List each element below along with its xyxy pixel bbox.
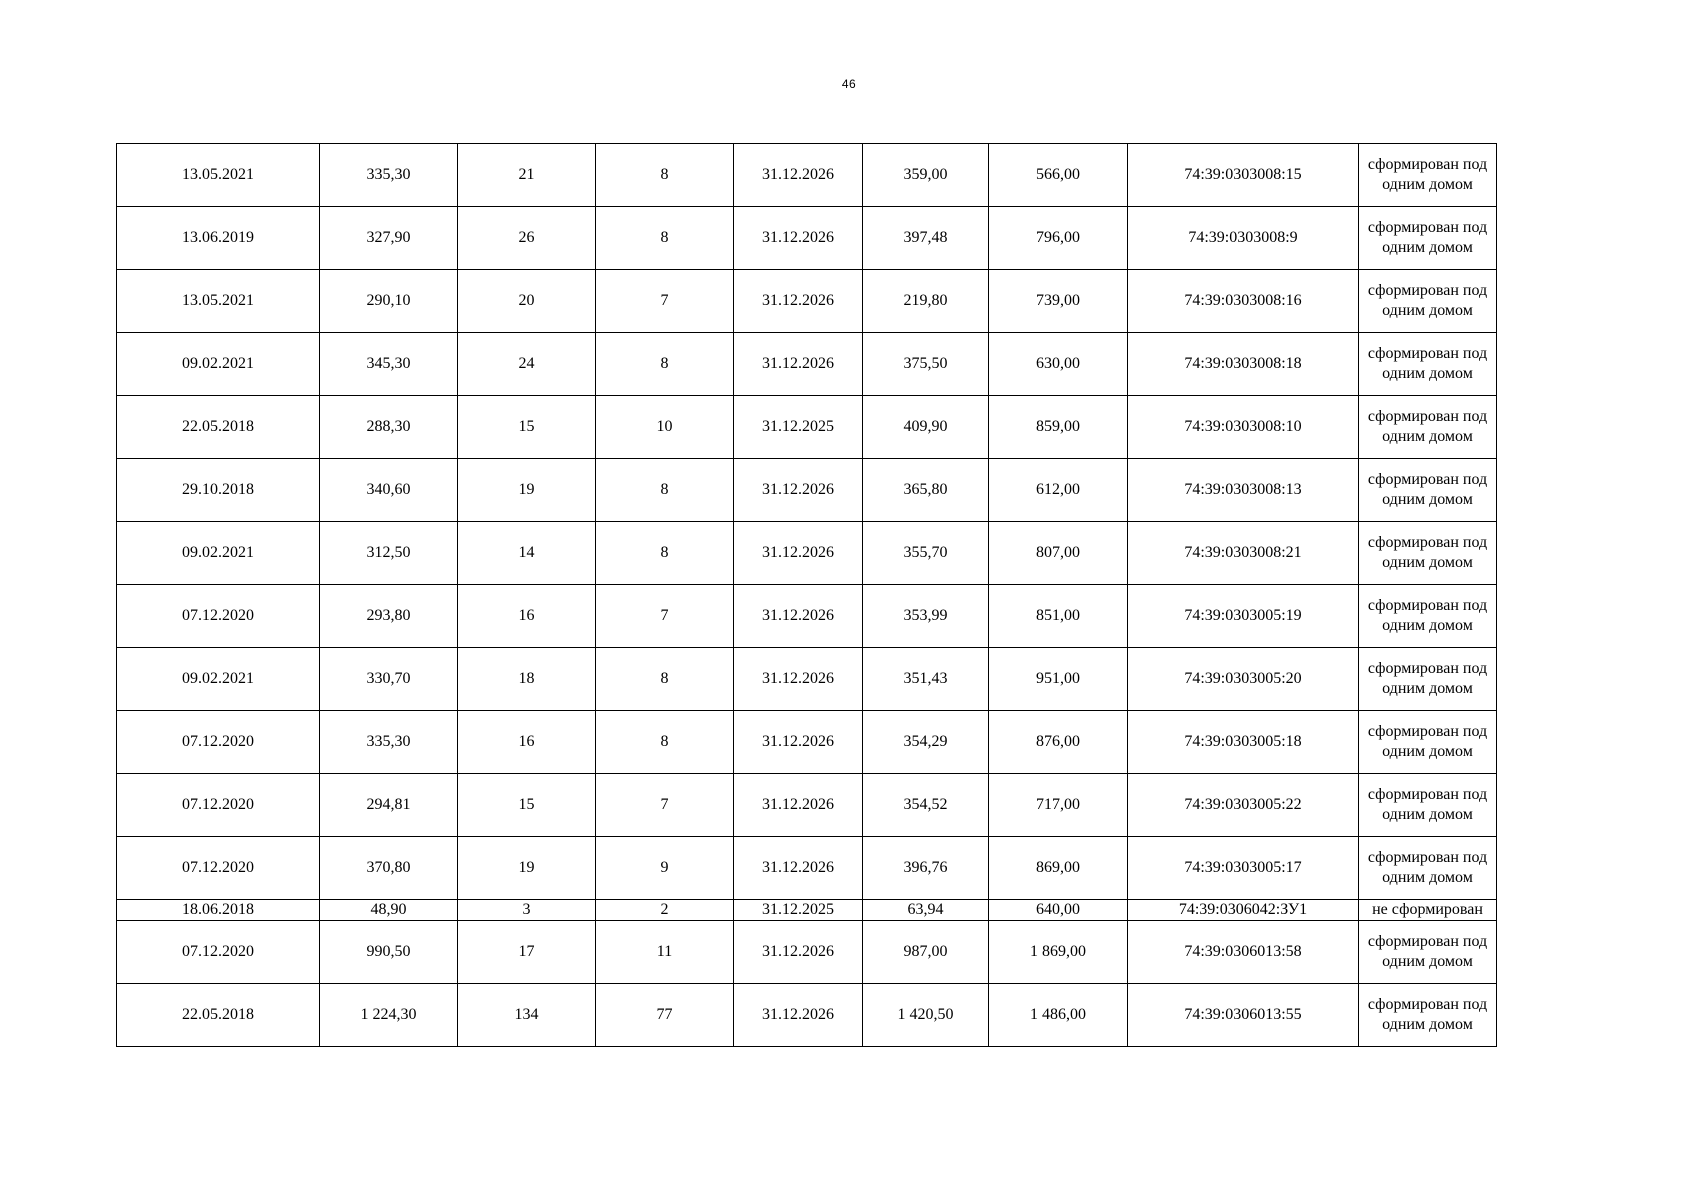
land-status-cell: сформирован под одним домом (1359, 774, 1497, 837)
apartments-cell: 77 (596, 984, 734, 1047)
land-area-cell: 630,00 (989, 333, 1128, 396)
area-cell: 370,80 (320, 837, 458, 900)
apartments-cell: 7 (596, 774, 734, 837)
cadastral-number-cell: 74:39:0303008:15 (1128, 144, 1359, 207)
cadastral-number-cell: 74:39:0303008:16 (1128, 270, 1359, 333)
deadline-cell: 31.12.2026 (734, 648, 863, 711)
table-row (117, 711, 1497, 774)
date-cell: 09.02.2021 (117, 333, 320, 396)
area2-cell: 987,00 (863, 921, 989, 984)
table-row (117, 900, 1497, 921)
residents-cell: 15 (458, 774, 596, 837)
land-status-cell: сформирован под одним домом (1359, 648, 1497, 711)
residents-cell: 15 (458, 396, 596, 459)
table-row (117, 333, 1497, 396)
area2-cell: 353,99 (863, 585, 989, 648)
table-row (117, 459, 1497, 522)
date-cell: 09.02.2021 (117, 648, 320, 711)
deadline-cell: 31.12.2026 (734, 270, 863, 333)
cadastral-number-cell: 74:39:0303008:18 (1128, 333, 1359, 396)
area2-cell: 355,70 (863, 522, 989, 585)
deadline-cell: 31.12.2026 (734, 522, 863, 585)
land-area-cell: 1 869,00 (989, 921, 1128, 984)
land-area-cell: 796,00 (989, 207, 1128, 270)
apartments-cell: 8 (596, 207, 734, 270)
date-cell: 22.05.2018 (117, 984, 320, 1047)
land-area-cell: 717,00 (989, 774, 1128, 837)
area-cell: 1 224,30 (320, 984, 458, 1047)
cadastral-number-cell: 74:39:0303005:18 (1128, 711, 1359, 774)
table-row (117, 207, 1497, 270)
land-status-cell: сформирован под одним домом (1359, 522, 1497, 585)
land-area-cell: 807,00 (989, 522, 1128, 585)
cadastral-number-cell: 74:39:0306013:55 (1128, 984, 1359, 1047)
apartments-cell: 8 (596, 648, 734, 711)
apartments-cell: 7 (596, 585, 734, 648)
apartments-cell: 7 (596, 270, 734, 333)
table-row (117, 585, 1497, 648)
area-cell: 340,60 (320, 459, 458, 522)
apartments-cell: 10 (596, 396, 734, 459)
deadline-cell: 31.12.2026 (734, 711, 863, 774)
page-number: 46 (841, 77, 857, 91)
area-cell: 48,90 (320, 900, 458, 921)
date-cell: 13.06.2019 (117, 207, 320, 270)
area2-cell: 219,80 (863, 270, 989, 333)
apartments-cell: 8 (596, 522, 734, 585)
date-cell: 18.06.2018 (117, 900, 320, 921)
area-cell: 990,50 (320, 921, 458, 984)
cadastral-number-cell: 74:39:0303005:17 (1128, 837, 1359, 900)
deadline-cell: 31.12.2026 (734, 984, 863, 1047)
table-row (117, 270, 1497, 333)
land-status-cell: сформирован под одним домом (1359, 711, 1497, 774)
area2-cell: 354,29 (863, 711, 989, 774)
deadline-cell: 31.12.2026 (734, 144, 863, 207)
land-area-cell: 876,00 (989, 711, 1128, 774)
deadline-cell: 31.12.2026 (734, 837, 863, 900)
residents-cell: 16 (458, 711, 596, 774)
land-area-cell: 951,00 (989, 648, 1128, 711)
apartments-cell: 2 (596, 900, 734, 921)
land-status-cell: сформирован под одним домом (1359, 459, 1497, 522)
deadline-cell: 31.12.2026 (734, 333, 863, 396)
area-cell: 330,70 (320, 648, 458, 711)
date-cell: 07.12.2020 (117, 585, 320, 648)
land-status-cell: сформирован под одним домом (1359, 207, 1497, 270)
land-area-cell: 859,00 (989, 396, 1128, 459)
apartments-cell: 11 (596, 921, 734, 984)
land-status-cell: не сформирован (1359, 900, 1497, 921)
residents-cell: 18 (458, 648, 596, 711)
area2-cell: 365,80 (863, 459, 989, 522)
date-cell: 07.12.2020 (117, 711, 320, 774)
cadastral-number-cell: 74:39:0303005:20 (1128, 648, 1359, 711)
date-cell: 07.12.2020 (117, 837, 320, 900)
area-cell: 327,90 (320, 207, 458, 270)
land-area-cell: 851,00 (989, 585, 1128, 648)
housing-table (116, 143, 1497, 1047)
area2-cell: 409,90 (863, 396, 989, 459)
area2-cell: 359,00 (863, 144, 989, 207)
residents-cell: 21 (458, 144, 596, 207)
land-area-cell: 869,00 (989, 837, 1128, 900)
land-status-cell: сформирован под одним домом (1359, 921, 1497, 984)
deadline-cell: 31.12.2025 (734, 900, 863, 921)
apartments-cell: 8 (596, 144, 734, 207)
area-cell: 335,30 (320, 711, 458, 774)
table-row (117, 921, 1497, 984)
apartments-cell: 9 (596, 837, 734, 900)
deadline-cell: 31.12.2026 (734, 774, 863, 837)
date-cell: 13.05.2021 (117, 144, 320, 207)
residents-cell: 3 (458, 900, 596, 921)
area2-cell: 1 420,50 (863, 984, 989, 1047)
land-area-cell: 640,00 (989, 900, 1128, 921)
land-status-cell: сформирован под одним домом (1359, 270, 1497, 333)
area-cell: 288,30 (320, 396, 458, 459)
apartments-cell: 8 (596, 459, 734, 522)
area2-cell: 63,94 (863, 900, 989, 921)
date-cell: 07.12.2020 (117, 921, 320, 984)
table-body (117, 144, 1497, 1047)
area-cell: 335,30 (320, 144, 458, 207)
cadastral-number-cell: 74:39:0303008:21 (1128, 522, 1359, 585)
area2-cell: 351,43 (863, 648, 989, 711)
area-cell: 294,81 (320, 774, 458, 837)
date-cell: 22.05.2018 (117, 396, 320, 459)
land-area-cell: 612,00 (989, 459, 1128, 522)
table-row (117, 396, 1497, 459)
cadastral-number-cell: 74:39:0306013:58 (1128, 921, 1359, 984)
deadline-cell: 31.12.2026 (734, 207, 863, 270)
area2-cell: 354,52 (863, 774, 989, 837)
cadastral-number-cell: 74:39:0303005:19 (1128, 585, 1359, 648)
table-row (117, 774, 1497, 837)
table-row (117, 837, 1497, 900)
deadline-cell: 31.12.2026 (734, 921, 863, 984)
land-status-cell: сформирован под одним домом (1359, 837, 1497, 900)
residents-cell: 26 (458, 207, 596, 270)
residents-cell: 24 (458, 333, 596, 396)
area2-cell: 375,50 (863, 333, 989, 396)
deadline-cell: 31.12.2026 (734, 459, 863, 522)
residents-cell: 19 (458, 837, 596, 900)
cadastral-number-cell: 74:39:0306042:ЗУ1 (1128, 900, 1359, 921)
land-status-cell: сформирован под одним домом (1359, 396, 1497, 459)
date-cell: 13.05.2021 (117, 270, 320, 333)
land-area-cell: 1 486,00 (989, 984, 1128, 1047)
land-status-cell: сформирован под одним домом (1359, 585, 1497, 648)
land-status-cell: сформирован под одним домом (1359, 144, 1497, 207)
cadastral-number-cell: 74:39:0303008:9 (1128, 207, 1359, 270)
residents-cell: 20 (458, 270, 596, 333)
residents-cell: 14 (458, 522, 596, 585)
cadastral-number-cell: 74:39:0303008:13 (1128, 459, 1359, 522)
area-cell: 312,50 (320, 522, 458, 585)
apartments-cell: 8 (596, 711, 734, 774)
table-row (117, 144, 1497, 207)
land-status-cell: сформирован под одним домом (1359, 333, 1497, 396)
residents-cell: 134 (458, 984, 596, 1047)
apartments-cell: 8 (596, 333, 734, 396)
deadline-cell: 31.12.2025 (734, 396, 863, 459)
residents-cell: 19 (458, 459, 596, 522)
area2-cell: 396,76 (863, 837, 989, 900)
table-row (117, 648, 1497, 711)
table-row (117, 522, 1497, 585)
land-area-cell: 566,00 (989, 144, 1128, 207)
area2-cell: 397,48 (863, 207, 989, 270)
date-cell: 09.02.2021 (117, 522, 320, 585)
land-status-cell: сформирован под одним домом (1359, 984, 1497, 1047)
table-row (117, 984, 1497, 1047)
cadastral-number-cell: 74:39:0303005:22 (1128, 774, 1359, 837)
residents-cell: 17 (458, 921, 596, 984)
deadline-cell: 31.12.2026 (734, 585, 863, 648)
date-cell: 07.12.2020 (117, 774, 320, 837)
area-cell: 293,80 (320, 585, 458, 648)
residents-cell: 16 (458, 585, 596, 648)
cadastral-number-cell: 74:39:0303008:10 (1128, 396, 1359, 459)
area-cell: 345,30 (320, 333, 458, 396)
area-cell: 290,10 (320, 270, 458, 333)
land-area-cell: 739,00 (989, 270, 1128, 333)
date-cell: 29.10.2018 (117, 459, 320, 522)
